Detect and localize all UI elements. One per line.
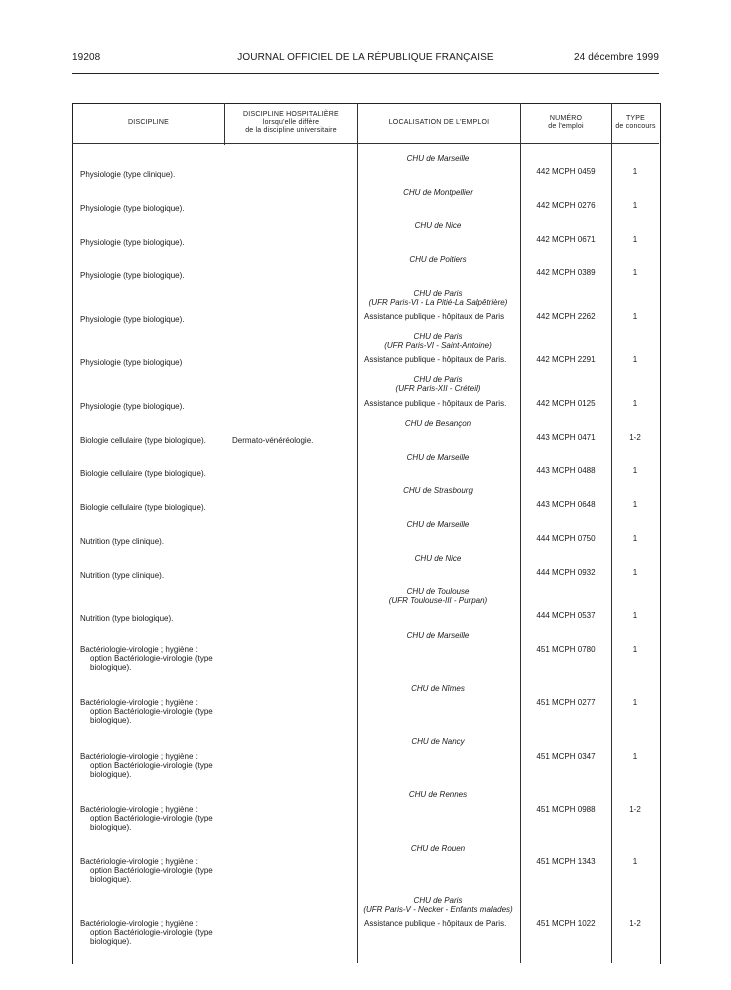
journal-title: JOURNAL OFFICIEL DE LA RÉPUBLIQUE FRANÇAISE xyxy=(237,52,494,63)
discipline-cell xyxy=(80,469,220,478)
type-cell: 1 xyxy=(632,534,638,543)
localisation-line: (UFR Paris-VI - Saint-Antoine) xyxy=(384,341,492,350)
discipline-line: option Bactériologie-virologie (type xyxy=(90,761,213,770)
type-cell: 1 xyxy=(632,312,638,321)
discipline-cell xyxy=(80,805,220,832)
publication-date: 24 décembre 1999 xyxy=(574,52,659,63)
type-cell: 1 xyxy=(632,235,638,244)
localisation-line: (UFR Paris-XII - Créteil) xyxy=(395,384,481,393)
localisation-cell xyxy=(358,844,518,853)
localisation-line: CHU de Marseille xyxy=(406,453,470,462)
discipline-line: option Bactériologie-virologie (type xyxy=(90,707,213,716)
discipline-line: Nutrition (type clinique). xyxy=(80,537,165,546)
localisation-line: CHU de Nîmes xyxy=(411,684,465,693)
localisation-cell xyxy=(358,375,518,393)
type-cell: 1 xyxy=(632,698,638,707)
localisation-line: CHU de Besançon xyxy=(404,419,472,428)
numero-cell: 443 MCPH 0648 xyxy=(536,500,596,509)
localisation-cell xyxy=(358,587,518,605)
localisation-cell xyxy=(358,255,518,264)
numero-cell: 442 MCPH 2262 xyxy=(536,312,596,321)
localisation-cell xyxy=(358,554,518,563)
discipline-line: option Bactériologie-virologie (type xyxy=(90,928,213,937)
numero-cell: 451 MCPH 0780 xyxy=(536,645,596,654)
localisation-line: (UFR Paris-V - Necker - Enfants malades) xyxy=(363,905,513,914)
discipline-cell xyxy=(80,238,220,247)
col-header-discipline: DISCIPLINE xyxy=(128,119,169,126)
numero-cell: 444 MCPH 0932 xyxy=(536,568,596,577)
discipline-line: biologique). xyxy=(90,716,132,725)
header-separator xyxy=(72,143,659,144)
col-header-type: TYPE de concours xyxy=(615,115,656,130)
type-cell: 1-2 xyxy=(629,919,641,928)
localisation-line: CHU de Paris xyxy=(413,332,463,341)
discipline-cell xyxy=(80,271,220,280)
localisation-cell xyxy=(358,289,518,307)
localisation-cell xyxy=(358,154,518,163)
localisation-cell xyxy=(358,486,518,495)
localisation-cell xyxy=(358,188,518,197)
type-cell: 1 xyxy=(632,752,638,761)
hospitaliere-cell: Dermato-vénéréologie. xyxy=(232,436,314,445)
discipline-cell xyxy=(80,436,220,445)
localisation-cell xyxy=(358,520,518,529)
discipline-line: option Bactériologie-virologie (type xyxy=(90,814,213,823)
discipline-line: biologique). xyxy=(90,875,132,884)
type-cell: 1 xyxy=(632,611,638,620)
numero-cell: 442 MCPH 0125 xyxy=(536,399,596,408)
localisation-cell xyxy=(358,332,518,350)
numero-cell: 442 MCPH 2291 xyxy=(536,355,596,364)
discipline-line: Nutrition (type biologique). xyxy=(80,614,174,623)
page-number: 19208 xyxy=(72,52,101,63)
numero-cell: 443 MCPH 0488 xyxy=(536,466,596,475)
discipline-line: Bactériologie-virologie ; hygiène : xyxy=(80,857,198,866)
localisation-line: CHU de Marseille xyxy=(406,520,470,529)
localisation-line: CHU de Paris xyxy=(413,375,463,384)
column-divider xyxy=(357,103,358,963)
discipline-cell xyxy=(80,571,220,580)
discipline-line: option Bactériologie-virologie (type xyxy=(90,654,213,663)
discipline-line: biologique). xyxy=(90,770,132,779)
type-cell: 1 xyxy=(632,645,638,654)
discipline-cell xyxy=(80,204,220,213)
discipline-line: Biologie cellulaire (type biologique). xyxy=(80,436,206,445)
discipline-line: option Bactériologie-virologie (type xyxy=(90,866,213,875)
discipline-cell xyxy=(80,919,220,946)
column-divider xyxy=(520,103,521,963)
type-cell: 1 xyxy=(632,167,638,176)
discipline-cell xyxy=(80,358,220,367)
discipline-cell xyxy=(80,614,220,623)
type-cell: 1 xyxy=(632,268,638,277)
discipline-line: Bactériologie-virologie ; hygiène : xyxy=(80,645,198,654)
discipline-cell xyxy=(80,503,220,512)
discipline-line: Bactériologie-virologie ; hygiène : xyxy=(80,698,198,707)
numero-cell: 442 MCPH 0276 xyxy=(536,201,596,210)
discipline-line: Physiologie (type biologique). xyxy=(80,204,185,213)
localisation-line: CHU de Toulouse xyxy=(406,587,470,596)
col-header-hospitaliere: DISCIPLINE HOSPITALIÈRE lorsqu'elle diffère de la discipline universitaire xyxy=(243,111,339,134)
discipline-line: biologique). xyxy=(90,823,132,832)
discipline-line: Biologie cellulaire (type biologique). xyxy=(80,469,206,478)
localisation-line: CHU de Nice xyxy=(414,221,462,230)
localisation-line: CHU de Marseille xyxy=(406,154,470,163)
numero-cell: 444 MCPH 0537 xyxy=(536,611,596,620)
numero-cell: 442 MCPH 0389 xyxy=(536,268,596,277)
localisation-cell xyxy=(358,790,518,799)
numero-cell: 443 MCPH 0471 xyxy=(536,433,596,442)
discipline-line: Bactériologie-virologie ; hygiène : xyxy=(80,805,198,814)
localisation-cell xyxy=(358,737,518,746)
numero-cell: 451 MCPH 1022 xyxy=(536,919,596,928)
discipline-line: Bactériologie-virologie ; hygiène : xyxy=(80,752,198,761)
type-cell: 1 xyxy=(632,201,638,210)
numero-cell: 442 MCPH 0459 xyxy=(536,167,596,176)
discipline-line: Physiologie (type biologique). xyxy=(80,315,185,324)
discipline-line: Physiologie (type biologique). xyxy=(80,271,185,280)
assistance-label: Assistance publique - hôpitaux de Paris. xyxy=(364,399,507,408)
type-cell: 1 xyxy=(632,466,638,475)
localisation-line: CHU de Strasbourg xyxy=(403,486,473,495)
header-rule xyxy=(72,73,659,74)
localisation-line: CHU de Marseille xyxy=(406,631,470,640)
discipline-cell xyxy=(80,752,220,779)
localisation-line: CHU de Montpellier xyxy=(403,188,473,197)
localisation-line: CHU de Rouen xyxy=(410,844,466,853)
discipline-cell xyxy=(80,170,220,179)
type-cell: 1 xyxy=(632,857,638,866)
discipline-line: Nutrition (type clinique). xyxy=(80,571,165,580)
localisation-line: CHU de Paris xyxy=(413,289,463,298)
numero-cell: 444 MCPH 0750 xyxy=(536,534,596,543)
discipline-line: Physiologie (type clinique). xyxy=(80,170,176,179)
discipline-cell xyxy=(80,537,220,546)
localisation-cell xyxy=(358,631,518,640)
type-cell: 1 xyxy=(632,355,638,364)
localisation-line: CHU de Nancy xyxy=(411,737,465,746)
type-cell: 1-2 xyxy=(629,433,641,442)
type-cell: 1 xyxy=(632,399,638,408)
numero-cell: 451 MCPH 0988 xyxy=(536,805,596,814)
discipline-line: Physiologie (type biologique). xyxy=(80,402,185,411)
column-divider xyxy=(611,103,612,963)
type-cell: 1 xyxy=(632,500,638,509)
discipline-line: Bactériologie-virologie ; hygiène : xyxy=(80,919,198,928)
assistance-label: Assistance publique - hôpitaux de Paris. xyxy=(364,919,507,928)
type-cell: 1-2 xyxy=(629,805,641,814)
discipline-line: biologique). xyxy=(90,663,132,672)
numero-cell: 451 MCPH 1343 xyxy=(536,857,596,866)
localisation-line: CHU de Rennes xyxy=(408,790,468,799)
localisation-line: (UFR Toulouse-III - Purpan) xyxy=(388,596,488,605)
discipline-cell xyxy=(80,402,220,411)
localisation-line: CHU de Poitiers xyxy=(409,255,467,264)
discipline-line: Biologie cellulaire (type biologique). xyxy=(80,503,206,512)
assistance-label: Assistance publique - hôpitaux de Paris xyxy=(364,312,505,321)
discipline-cell xyxy=(80,315,220,324)
numero-cell: 451 MCPH 0347 xyxy=(536,752,596,761)
discipline-line: biologique). xyxy=(90,937,132,946)
col-header-localisation: LOCALISATION DE L'EMPLOI xyxy=(388,119,490,126)
discipline-cell xyxy=(80,857,220,884)
col-header-numero: NUMÉRO de l'emploi xyxy=(548,115,584,130)
localisation-cell xyxy=(358,221,518,230)
assistance-label: Assistance publique - hôpitaux de Paris. xyxy=(364,355,507,364)
localisation-line: CHU de Nice xyxy=(414,554,462,563)
discipline-line: Physiologie (type biologique) xyxy=(80,358,183,367)
discipline-cell xyxy=(80,698,220,725)
localisation-cell xyxy=(358,896,518,914)
localisation-cell xyxy=(358,419,518,428)
discipline-cell xyxy=(80,645,220,672)
numero-cell: 451 MCPH 0277 xyxy=(536,698,596,707)
discipline-line: Physiologie (type biologique). xyxy=(80,238,185,247)
localisation-cell xyxy=(358,684,518,693)
localisation-cell xyxy=(358,453,518,462)
localisation-line: CHU de Paris xyxy=(413,896,463,905)
localisation-line: (UFR Paris-VI - La Pitié-La Salpêtrière) xyxy=(368,298,508,307)
numero-cell: 442 MCPH 0671 xyxy=(536,235,596,244)
type-cell: 1 xyxy=(632,568,638,577)
